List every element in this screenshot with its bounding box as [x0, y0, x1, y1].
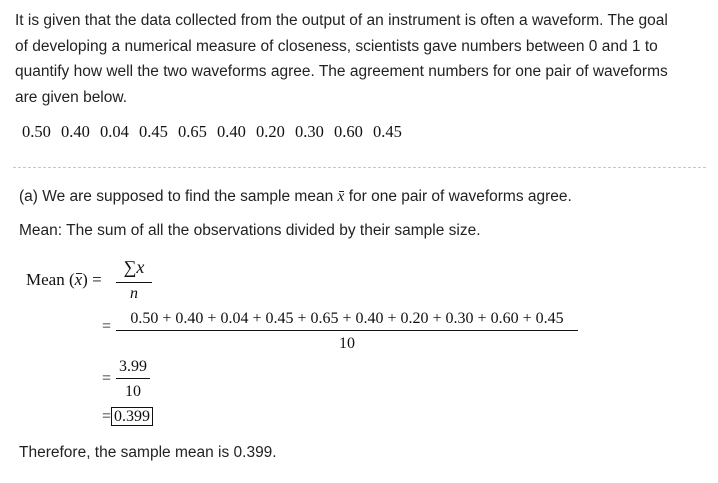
part-a-statement: (a) We are supposed to find the sample mean x for one pair of waveforms agree. [19, 188, 572, 205]
problem-line-1: It is given that the data collected from the output of an instrument is often a waveform. The goal [15, 12, 668, 29]
step1-denominator: 10 [116, 330, 578, 355]
data-value: 0.45 [373, 122, 402, 141]
step1-numerator: 0.50 + 0.40 + 0.04 + 0.45 + 0.65 + 0.40 + 0.20 + 0.30 + 0.60 + 0.45 [130, 310, 564, 327]
data-value: 0.45 [139, 122, 168, 141]
problem-line-2: of developing a numerical measure of closeness, scientists gave numbers between 0 and 1 to [15, 37, 658, 55]
section-divider [13, 167, 706, 168]
step2-denominator: 10 [116, 378, 150, 403]
data-value: 0.60 [334, 122, 363, 141]
boxed-result: 0.399 [111, 407, 153, 426]
problem-line-4: are given below. [15, 88, 128, 106]
data-value: 0.30 [295, 122, 324, 141]
step2-fraction [116, 356, 150, 403]
data-value: 0.50 [22, 122, 51, 141]
step2-numerator: 3.99 [119, 358, 147, 375]
problem-statement [15, 8, 705, 110]
step3-equals: = [102, 408, 112, 425]
sample-size-n: n [116, 282, 152, 305]
mean-xbar-symbol: x [74, 270, 83, 289]
step3-result-line [102, 408, 153, 426]
data-value: 0.65 [178, 122, 207, 141]
sum-x: ∑x [123, 257, 145, 277]
mean-definition: Mean: The sum of all the observations divided by their sample size. [19, 222, 481, 239]
step2-equals: = [102, 370, 112, 387]
data-value: 0.20 [256, 122, 285, 141]
mean-formula-fraction [116, 256, 152, 305]
problem-line-3: quantify how well the two waveforms agree. The agreement numbers for one pair of waveforms [15, 63, 668, 80]
xbar-symbol: x [337, 188, 345, 205]
data-values [22, 122, 408, 142]
data-value: 0.40 [61, 122, 90, 141]
data-value: 0.04 [100, 122, 129, 141]
step1-equals: = [102, 318, 112, 335]
data-value: 0.40 [217, 122, 246, 141]
step1-fraction [116, 308, 578, 355]
conclusion: Therefore, the sample mean is 0.399. [19, 444, 277, 461]
mean-label: Mean (x) = [26, 270, 102, 289]
